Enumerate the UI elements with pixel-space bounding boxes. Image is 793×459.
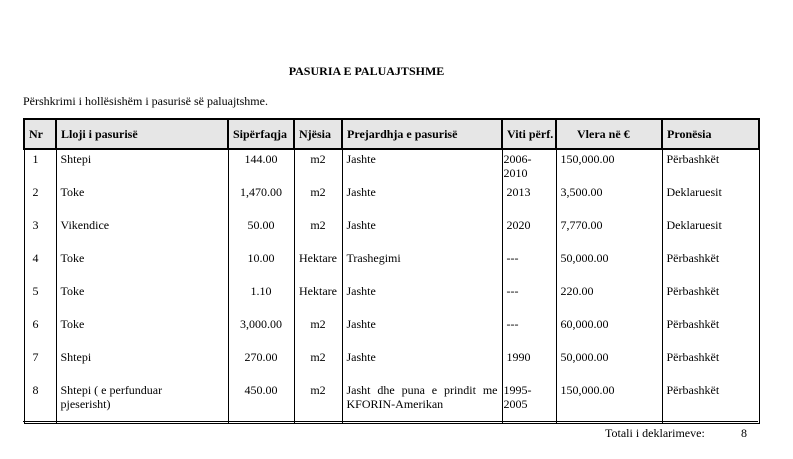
header-ownership: Pronësia	[662, 119, 759, 149]
table-bottom-rule	[23, 421, 758, 422]
cell-unit: Hektare	[294, 249, 342, 282]
section-title: PASURIA E PALUAJTSHME	[288, 64, 445, 78]
table-row	[24, 149, 759, 183]
cell-origin: Jashte	[342, 348, 502, 381]
cell-unit: m2	[294, 216, 342, 249]
table-row	[24, 282, 759, 315]
header-unit: Njësia	[294, 119, 342, 149]
cell-type: Shtepi	[56, 149, 228, 183]
cell-nr: 1	[24, 149, 56, 183]
cell-ownership: Përbashkët	[662, 249, 759, 282]
cell-area: 1.10	[228, 282, 294, 315]
cell-nr: 7	[24, 348, 56, 381]
cell-area: 450.00	[228, 381, 294, 424]
cell-origin: Jashte	[342, 282, 502, 315]
cell-type: Shtepi	[56, 348, 228, 381]
cell-ownership: Përbashkët	[662, 282, 759, 315]
header-type: Lloji i pasurisë	[56, 119, 228, 149]
section-description: Përshkrimi i hollësishëm i pasurisë së paluajtshme.	[23, 94, 268, 108]
cell-year: 2006-2010	[502, 149, 556, 183]
cell-nr: 3	[24, 216, 56, 249]
cell-value: 50,000.00	[556, 249, 662, 282]
property-table	[23, 118, 760, 424]
cell-unit: m2	[294, 183, 342, 216]
totals-value: 8	[741, 426, 747, 440]
cell-nr: 4	[24, 249, 56, 282]
header-value: Vlera në €	[556, 119, 662, 149]
cell-type: Toke	[56, 282, 228, 315]
cell-year: 1995-2005	[502, 381, 556, 424]
cell-area: 10.00	[228, 249, 294, 282]
cell-nr: 8	[24, 381, 56, 424]
cell-area: 270.00	[228, 348, 294, 381]
cell-value: 3,500.00	[556, 183, 662, 216]
cell-unit: m2	[294, 348, 342, 381]
cell-type: Shtepi ( e perfunduar pjeserisht)	[56, 381, 228, 424]
cell-origin: Jashte	[342, 315, 502, 348]
cell-value: 150,000.00	[556, 381, 662, 424]
cell-value: 7,770.00	[556, 216, 662, 249]
header-nr: Nr	[24, 119, 56, 149]
cell-ownership: Deklaruesit	[662, 183, 759, 216]
cell-type: Toke	[56, 183, 228, 216]
cell-origin: Jashte	[342, 149, 502, 183]
cell-ownership: Përbashkët	[662, 315, 759, 348]
cell-year: ---	[502, 282, 556, 315]
cell-area: 1,470.00	[228, 183, 294, 216]
cell-origin: Jashte	[342, 216, 502, 249]
cell-nr: 6	[24, 315, 56, 348]
cell-ownership: Përbashkët	[662, 381, 759, 424]
totals-label: Totali i deklarimeve:	[605, 426, 705, 440]
cell-ownership: Përbashkët	[662, 348, 759, 381]
cell-type: Toke	[56, 249, 228, 282]
cell-value: 50,000.00	[556, 348, 662, 381]
cell-year: 2020	[502, 216, 556, 249]
cell-unit: m2	[294, 149, 342, 183]
table-header-row	[24, 119, 759, 149]
cell-year: 1990	[502, 348, 556, 381]
cell-ownership: Deklaruesit	[662, 216, 759, 249]
cell-origin: Jashte	[342, 183, 502, 216]
table-row	[24, 216, 759, 249]
cell-value: 150,000.00	[556, 149, 662, 183]
cell-unit: m2	[294, 381, 342, 424]
cell-type: Vikendice	[56, 216, 228, 249]
cell-year: ---	[502, 249, 556, 282]
cell-ownership: Përbashkët	[662, 149, 759, 183]
header-area: Sipërfaqja	[228, 119, 294, 149]
cell-nr: 5	[24, 282, 56, 315]
cell-origin: Jasht dhe puna e prindit me KFORIN-Amerikan	[342, 381, 502, 424]
table-row	[24, 348, 759, 381]
cell-value: 60,000.00	[556, 315, 662, 348]
cell-area: 144.00	[228, 149, 294, 183]
cell-unit: m2	[294, 315, 342, 348]
cell-nr: 2	[24, 183, 56, 216]
cell-year: ---	[502, 315, 556, 348]
cell-origin: Trashegimi	[342, 249, 502, 282]
table-row	[24, 315, 759, 348]
table-row	[24, 381, 759, 424]
header-origin: Prejardhja e pasurisë	[342, 119, 502, 149]
cell-type: Toke	[56, 315, 228, 348]
header-year: Viti përf.	[502, 119, 556, 149]
cell-unit: Hektare	[294, 282, 342, 315]
cell-value: 220.00	[556, 282, 662, 315]
cell-area: 50.00	[228, 216, 294, 249]
table-row	[24, 183, 759, 216]
cell-year: 2013	[502, 183, 556, 216]
table-row	[24, 249, 759, 282]
cell-area: 3,000.00	[228, 315, 294, 348]
